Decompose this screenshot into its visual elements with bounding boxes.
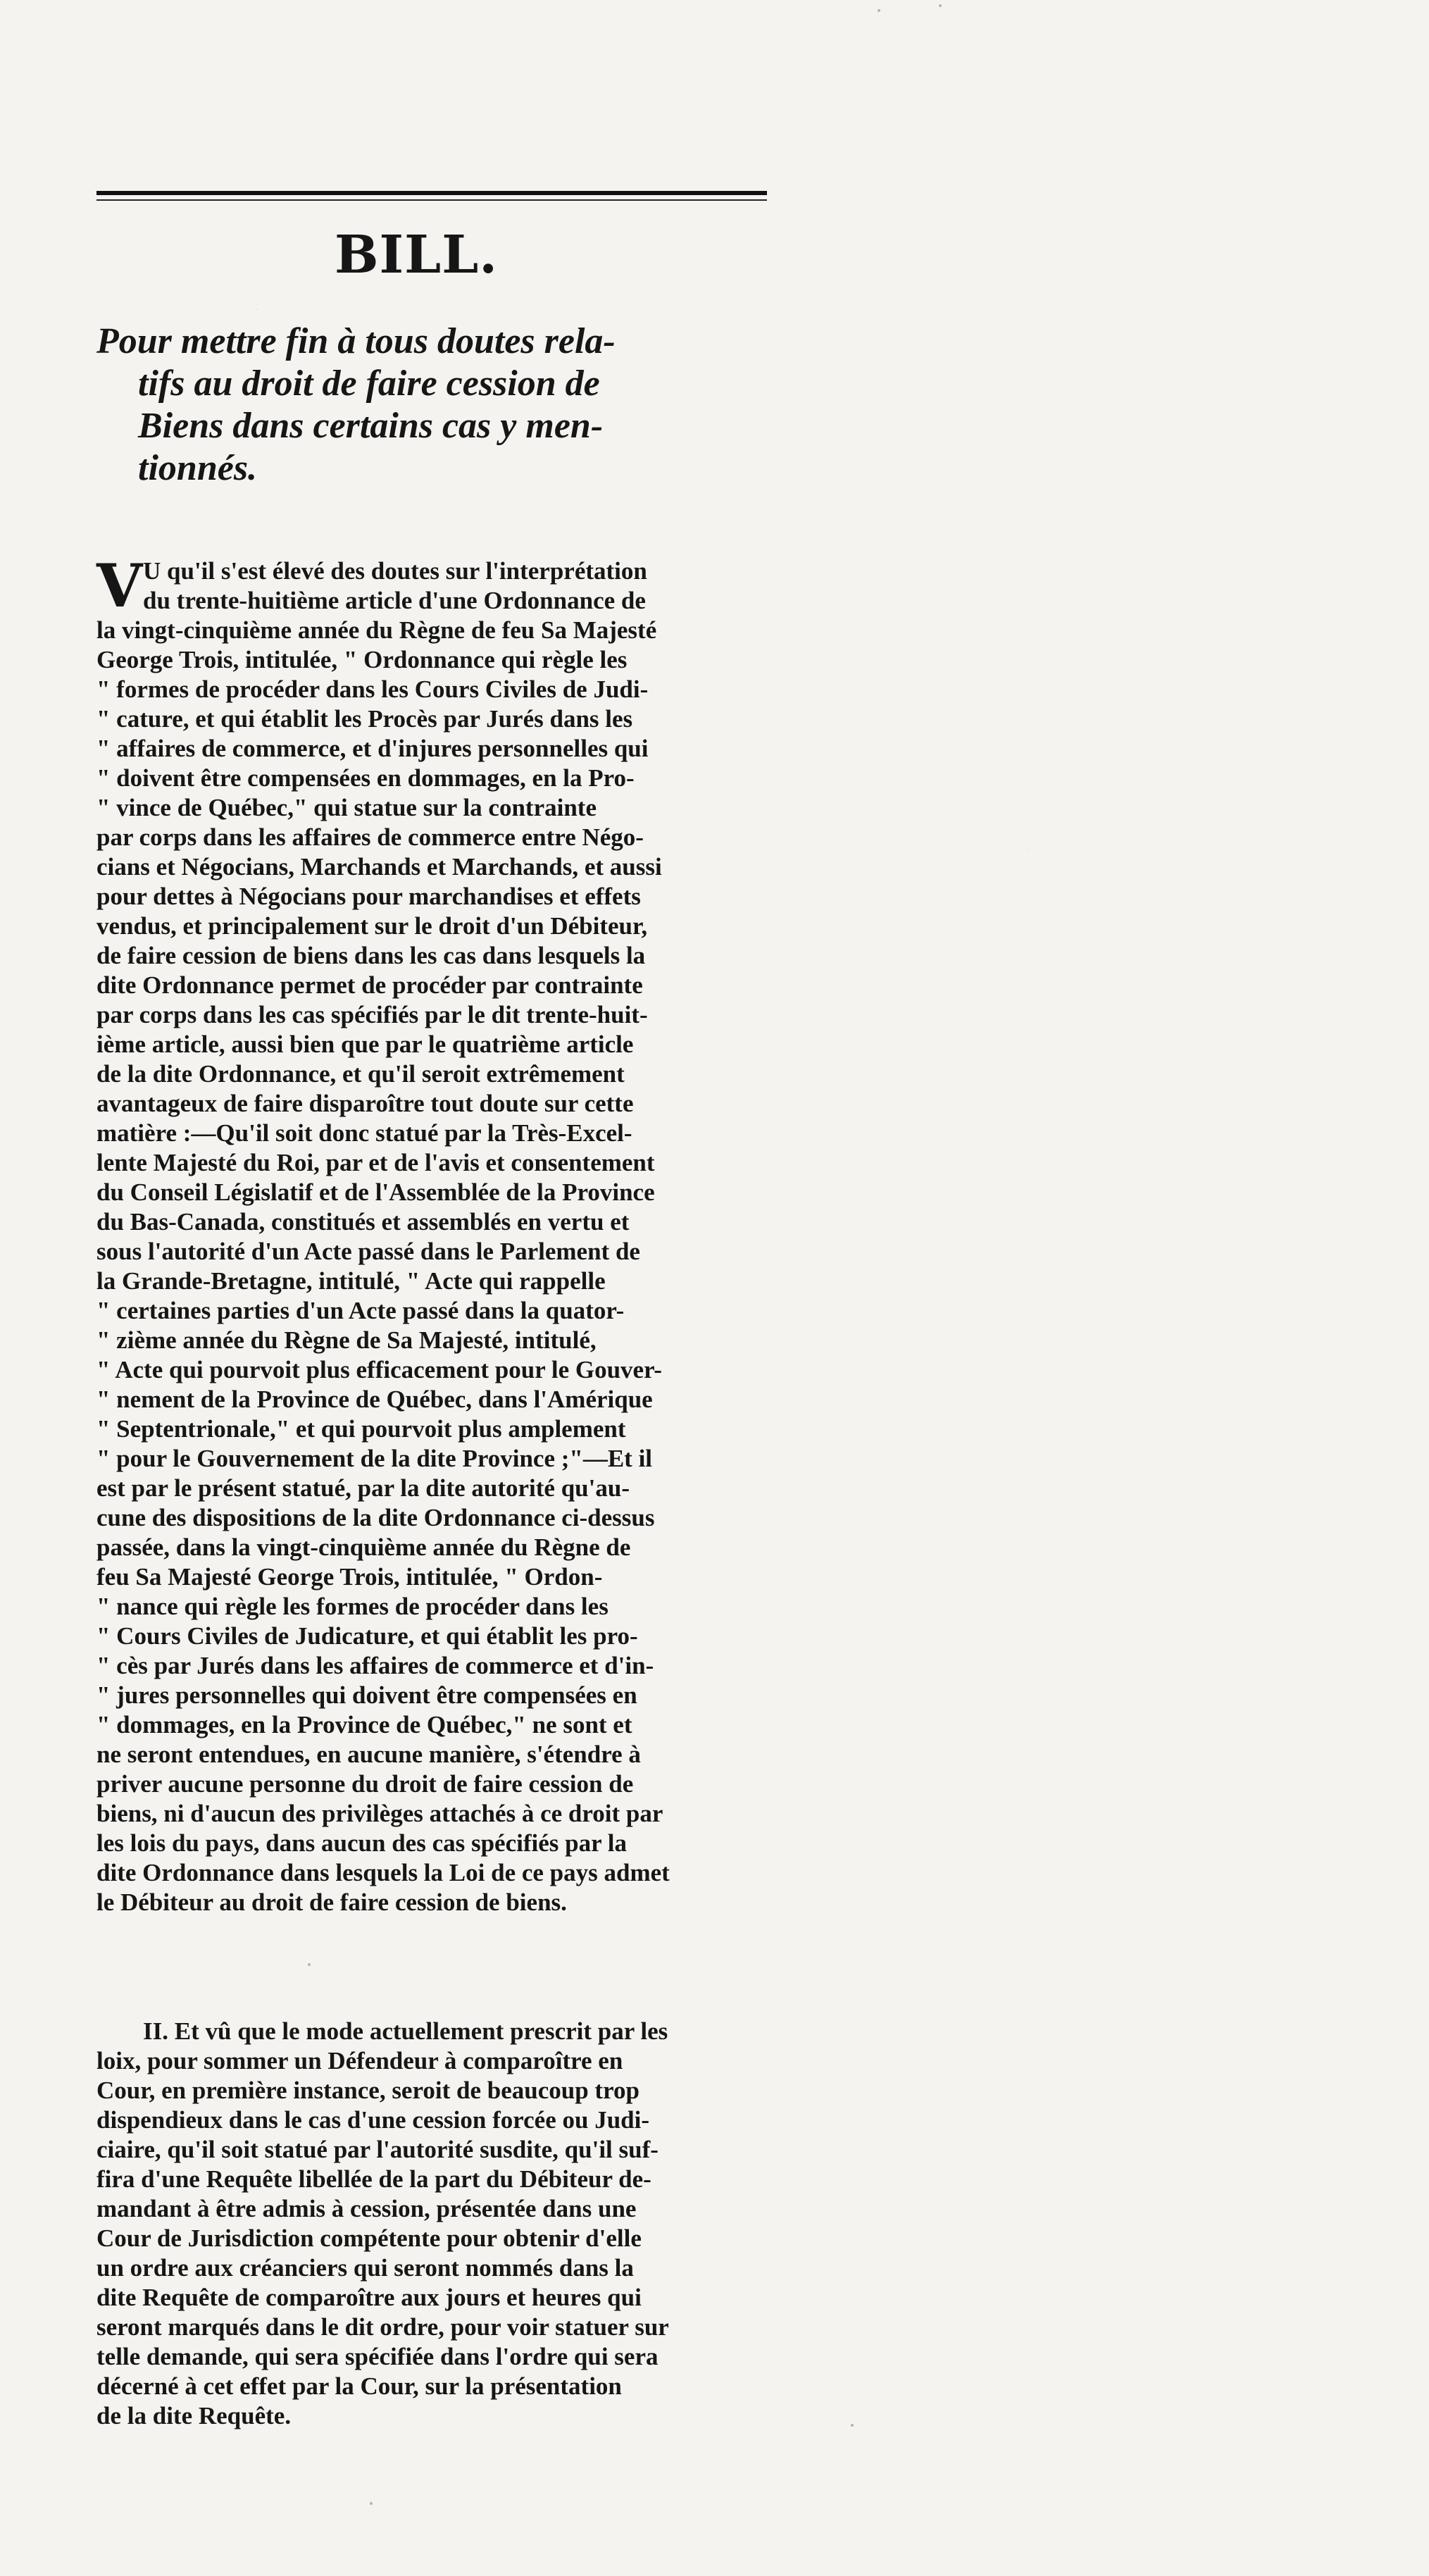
scan-speck	[370, 2502, 373, 2505]
header-rule	[96, 191, 767, 203]
paragraph-line: " Cours Civiles de Judicature, et qui établit les pro-	[96, 1622, 638, 1650]
paragraph-line: " pour le Gouvernement de la dite Province ;"—Et il	[96, 1445, 653, 1472]
paragraph-line: seront marqués dans le dit ordre, pour voir statuer sur	[96, 2313, 669, 2341]
paragraph-line: du Conseil Législatif et de l'Assemblée de la Province	[96, 1178, 655, 1206]
paragraph-line: la vingt-cinquième année du Règne de feu Sa Majesté	[96, 616, 657, 644]
paragraph-line: est par le présent statué, par la dite autorité qu'au-	[96, 1474, 630, 1502]
paragraph-line: dite Ordonnance dans lesquels la Loi de ce pays admet	[96, 1859, 670, 1886]
paragraph-line: " Acte qui pourvoit plus efficacement pour le Gouver-	[96, 1356, 662, 1383]
paragraph-line: du Bas-Canada, constitués et assemblés en vertu et	[96, 1208, 630, 1236]
paragraph-line: de faire cession de biens dans les cas dans lesquels la	[96, 942, 646, 969]
paragraph-line: dispendieux dans le cas d'une cession forcée ou Judi-	[96, 2106, 650, 2134]
paragraph-line: du trente-huitième article d'une Ordonnance de	[143, 587, 646, 614]
paragraph-line: mandant à être admis à cession, présentée dans une	[96, 2195, 637, 2222]
subtitle-line: tifs au droit de faire cession de	[138, 363, 600, 404]
paragraph-line: " formes de procéder dans les Cours Civiles de Judi-	[96, 676, 649, 703]
paragraph-2	[96, 2017, 773, 2439]
paragraph-line: vendus, et principalement sur le droit d'un Débiteur,	[96, 912, 648, 940]
paragraph-line: " dommages, en la Province de Québec," ne sont et	[96, 1711, 632, 1738]
paragraph-line: décerné à cet effet par la Cour, sur la présentation	[96, 2372, 622, 2400]
paragraph-line: cune des dispositions de la dite Ordonnance ci-dessus	[96, 1504, 655, 1531]
paragraph-line: lente Majesté du Roi, par et de l'avis et consentement	[96, 1149, 655, 1176]
paragraph-line: la Grande-Bretagne, intitulé, " Acte qui rappelle	[96, 1267, 606, 1295]
paragraph-1	[96, 551, 773, 1930]
paragraph-line: ième article, aussi bien que par le quatrième article	[96, 1031, 634, 1058]
subtitle-line: Biens dans certains cas y men-	[138, 406, 604, 446]
paragraph-line: un ordre aux créanciers qui seront nommés dans la	[96, 2254, 634, 2282]
subtitle-line: Pour mettre fin à tous doutes rela-	[96, 321, 616, 361]
paragraph-line: sous l'autorité d'un Acte passé dans le Parlement de	[96, 1238, 640, 1265]
scan-speck	[851, 2424, 854, 2427]
paragraph-line: ciaire, qu'il soit statué par l'autorité susdite, qu'il suf-	[96, 2136, 659, 2163]
scan-speck	[308, 1963, 311, 1966]
paragraph-line: cians et Négocians, Marchands et Marchands, et aussi	[96, 853, 662, 881]
paragraph-line: Cour de Jurisdiction compétente pour obtenir d'elle	[96, 2225, 642, 2252]
paragraph-line: matière :—Qu'il soit donc statué par la Très-Excel-	[96, 1119, 632, 1147]
paragraph-line: passée, dans la vingt-cinquième année du Règne de	[96, 1533, 631, 1561]
paragraph-line: Cour, en première instance, seroit de beaucoup trop	[96, 2077, 639, 2104]
paragraph-line: " Septentrionale," et qui pourvoit plus amplement	[96, 1415, 626, 1443]
paragraph-line: " cature, et qui établit les Procès par Jurés dans les	[96, 705, 633, 733]
paragraph-line: " cès par Jurés dans les affaires de commerce et d'in-	[96, 1652, 654, 1679]
document-title: BILL.	[335, 225, 498, 285]
paragraph-line: U qu'il s'est élevé des doutes sur l'interprétation	[143, 557, 647, 585]
header-rule-thin	[96, 199, 767, 201]
paragraph-line: " nement de la Province de Québec, dans l'Amérique	[96, 1386, 653, 1413]
paragraph-line: ne seront entendues, en aucune manière, s'étendre à	[96, 1741, 641, 1768]
paragraph-line: biens, ni d'aucun des privilèges attachés à ce droit par	[96, 1800, 663, 1827]
document-subtitle	[96, 321, 773, 490]
paragraph-1-lines	[96, 551, 773, 1917]
scan-speck	[878, 9, 880, 12]
paragraph-line: priver aucune personne du droit de faire cession de	[96, 1770, 634, 1798]
drop-cap: V	[96, 551, 143, 621]
paragraph-line: telle demande, qui sera spécifiée dans l'ordre qui sera	[96, 2343, 659, 2370]
paragraph-line: " affaires de commerce, et d'injures personnelles qui	[96, 735, 649, 762]
paragraph-line: de la dite Requête.	[96, 2402, 292, 2429]
paragraph-line: de la dite Ordonnance, et qu'il seroit extrêmement	[96, 1060, 625, 1088]
scan-speck	[939, 4, 942, 7]
paragraph-line: par corps dans les cas spécifiés par le dit trente-huit-	[96, 1001, 648, 1028]
paragraph-line: " zième année du Règne de Sa Majesté, intitulé,	[96, 1326, 597, 1354]
paragraph-line: feu Sa Majesté George Trois, intitulée, " Ordon-	[96, 1563, 603, 1591]
paragraph-line: dite Ordonnance permet de procéder par contrainte	[96, 971, 643, 999]
paragraph-line: pour dettes à Négocians pour marchandises et effets	[96, 883, 641, 910]
paragraph-line: " vince de Québec," qui statue sur la contrainte	[96, 794, 597, 821]
paragraph-line: loix, pour sommer un Défendeur à comparoître en	[96, 2047, 623, 2074]
paragraph-line: fira d'une Requête libellée de la part du Débiteur de-	[96, 2165, 651, 2193]
paragraph-line: avantageux de faire disparoître tout doute sur cette	[96, 1090, 634, 1117]
paragraph-line: II. Et vû que le mode actuellement prescrit par les	[143, 2017, 668, 2045]
paragraph-line: les lois du pays, dans aucun des cas spécifiés par la	[96, 1829, 627, 1857]
paragraph-line: " certaines parties d'un Acte passé dans la quator-	[96, 1297, 625, 1324]
paragraph-line: " jures personnelles qui doivent être compensées en	[96, 1681, 637, 1709]
subtitle-line: tionnés.	[138, 448, 258, 488]
paragraph-line: par corps dans les affaires de commerce entre Négo-	[96, 823, 644, 851]
paragraph-line: George Trois, intitulée, " Ordonnance qui règle les	[96, 646, 628, 673]
paragraph-line: le Débiteur au droit de faire cession de biens.	[96, 1889, 567, 1916]
header-rule-thick	[96, 191, 767, 195]
paragraph-line: " doivent être compensées en dommages, en la Pro-	[96, 764, 635, 792]
paragraph-line: " nance qui règle les formes de procéder dans les	[96, 1593, 609, 1620]
paragraph-line: dite Requête de comparoître aux jours et heures qui	[96, 2284, 642, 2311]
